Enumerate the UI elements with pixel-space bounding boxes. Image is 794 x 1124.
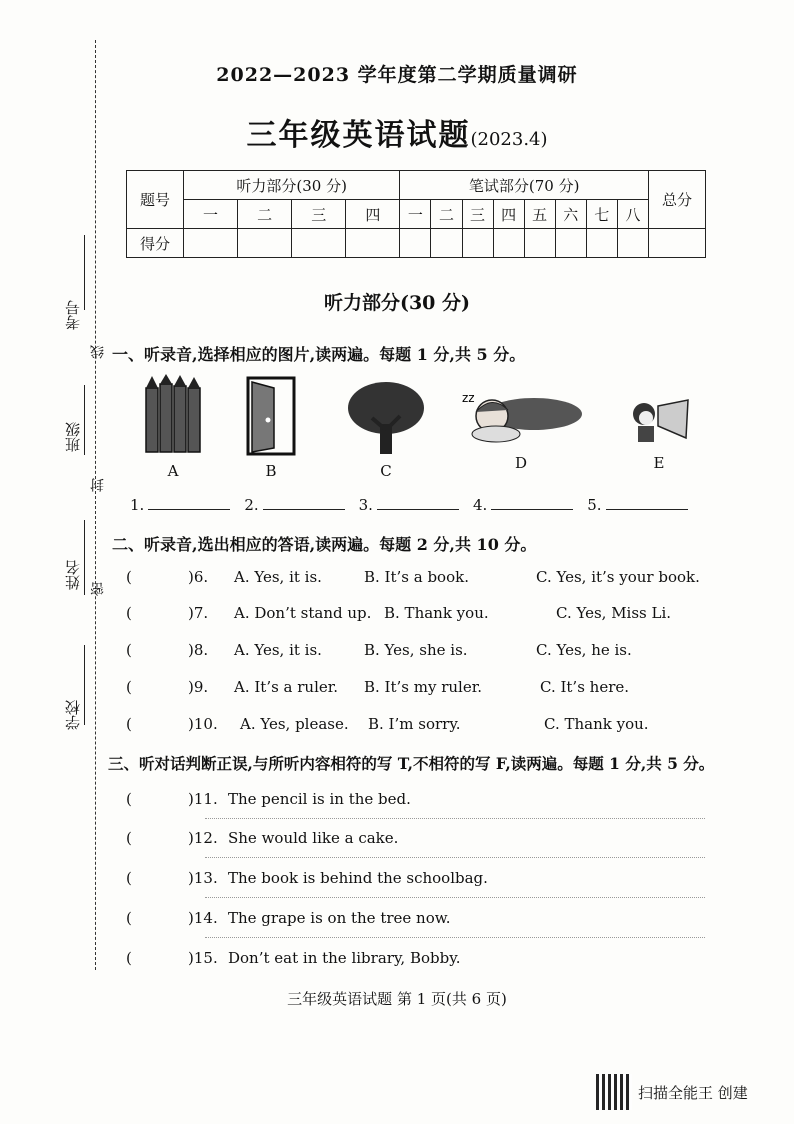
option-a: A. Don’t stand up. — [234, 604, 372, 622]
score-col: 七 — [586, 200, 617, 229]
score-col: 四 — [493, 200, 524, 229]
answer-paren[interactable]: ( — [126, 715, 132, 733]
side-label-mi: 密 — [90, 582, 106, 596]
option-c: C. Yes, Miss Li. — [556, 604, 672, 622]
q1-heading: 一、听录音,选择相应的图片,读两遍。每题 1 分,共 5 分。 — [112, 345, 526, 364]
score-cell[interactable] — [555, 229, 586, 258]
answer-paren[interactable]: ( — [126, 678, 132, 696]
q2-item — [126, 641, 706, 659]
score-cell[interactable] — [586, 229, 617, 258]
option-c: C. It’s here. — [540, 678, 630, 696]
score-col: 一 — [184, 200, 238, 229]
side-underline-banji — [84, 385, 85, 455]
side-label-xingming: 姓名 — [64, 560, 82, 590]
q2-item — [126, 604, 706, 622]
score-table — [126, 170, 706, 258]
side-label-banji: 班级 — [64, 422, 82, 452]
side-label-kaohao: 考号 — [64, 300, 82, 330]
statement-text: Don’t eat in the library, Bobby. — [228, 949, 461, 967]
blank-item — [473, 496, 573, 514]
question-number: )15. — [188, 949, 218, 967]
q3-heading: 三、听对话判断正误,与所听内容相符的写 T,不相符的写 F,读两遍。每题 1 分,共 5 分。 — [108, 754, 715, 773]
score-cell[interactable] — [238, 229, 292, 258]
blank-number: 1. — [130, 496, 145, 514]
score-table-listening: 听力部分(30 分) — [184, 171, 400, 200]
blank-item — [359, 496, 459, 514]
q2-heading: 二、听录音,选出相应的答语,读两遍。每题 2 分,共 10 分。 — [112, 535, 537, 554]
score-col: 六 — [555, 200, 586, 229]
score-cell[interactable] — [493, 229, 524, 258]
answer-blank[interactable] — [606, 509, 688, 510]
option-c: C. Thank you. — [544, 715, 649, 733]
dotted-line — [205, 818, 705, 819]
question-number: )8. — [188, 641, 209, 659]
score-col: 四 — [346, 200, 400, 229]
picture-label: D — [514, 454, 528, 472]
exam-term-title: 2022—2023 学年度第二学期质量调研 — [216, 64, 578, 86]
exam-title-text: 三年级英语试题 — [246, 118, 471, 153]
score-cell[interactable] — [400, 229, 431, 258]
answer-paren[interactable]: ( — [126, 829, 132, 847]
answer-paren[interactable]: ( — [126, 604, 132, 622]
dotted-line — [205, 857, 705, 858]
scanner-watermark — [596, 1074, 748, 1110]
answer-paren[interactable]: ( — [126, 641, 132, 659]
picture-label: B — [265, 462, 277, 480]
score-col: 三 — [292, 200, 346, 229]
answer-paren[interactable]: ( — [126, 949, 132, 967]
option-b: B. Thank you. — [384, 604, 489, 622]
q3-item — [126, 829, 706, 847]
option-c: C. Yes, he is. — [536, 641, 632, 659]
option-c: C. Yes, it’s your book. — [536, 568, 700, 586]
score-cell[interactable] — [292, 229, 346, 258]
q2-item — [126, 715, 706, 733]
score-col: 五 — [524, 200, 555, 229]
question-number: )9. — [188, 678, 209, 696]
score-table-label-score: 得分 — [127, 229, 184, 258]
question-number: )13. — [188, 869, 218, 887]
answer-paren[interactable]: ( — [126, 568, 132, 586]
option-a: A. Yes, please. — [240, 715, 349, 733]
tree-icon — [344, 374, 428, 456]
answer-blank[interactable] — [148, 509, 230, 510]
score-cell[interactable] — [184, 229, 238, 258]
option-a: A. It’s a ruler. — [234, 678, 339, 696]
blank-number: 4. — [472, 496, 488, 514]
sleeping-child-icon — [456, 384, 586, 448]
blank-number: 5. — [587, 496, 602, 514]
q3-item — [126, 869, 706, 887]
option-b: B. I’m sorry. — [368, 715, 461, 733]
score-cell[interactable] — [431, 229, 462, 258]
statement-text: The pencil is in the bed. — [228, 790, 411, 808]
statement-text: She would like a cake. — [228, 829, 399, 847]
crayons-icon — [142, 374, 204, 456]
side-underline-xingming — [84, 520, 85, 595]
question-number: )11. — [188, 790, 218, 808]
picture-label: E — [653, 454, 665, 472]
q3-item — [126, 949, 706, 967]
option-b: B. Yes, she is. — [364, 641, 468, 659]
question-number: )10. — [188, 715, 218, 733]
side-label-xuexiao: 学校 — [64, 700, 82, 730]
score-cell-total[interactable] — [649, 229, 706, 258]
scanner-label: 扫描全能王 创建 — [638, 1083, 748, 1102]
answer-blank[interactable] — [377, 509, 459, 510]
score-table-label-num: 题号 — [127, 171, 184, 229]
q3-item — [126, 790, 706, 808]
option-b: B. It’s my ruler. — [364, 678, 483, 696]
blank-item — [587, 496, 687, 514]
side-label-xian: 线 — [90, 345, 106, 359]
q2-item — [126, 568, 706, 586]
blank-number: 3. — [358, 496, 373, 514]
score-table-total: 总分 — [649, 171, 706, 229]
question-number: )14. — [188, 909, 218, 927]
statement-text: The grape is on the tree now. — [228, 909, 451, 927]
score-col: 二 — [238, 200, 292, 229]
picture-d — [456, 384, 586, 472]
listening-section-title: 听力部分(30 分) — [323, 292, 471, 314]
score-cell[interactable] — [617, 229, 648, 258]
score-cell[interactable] — [524, 229, 555, 258]
statement-text: The book is behind the schoolbag. — [228, 869, 488, 887]
q2-item — [126, 678, 706, 696]
option-b: B. It’s a book. — [364, 568, 469, 586]
svg-text:zz: zz — [462, 391, 475, 405]
q3-item — [126, 909, 706, 927]
question-number: )6. — [188, 568, 209, 586]
dotted-line — [205, 897, 705, 898]
qr-code-icon — [596, 1074, 632, 1110]
question-number: )12. — [188, 829, 218, 847]
side-label-feng: 封 — [90, 478, 106, 492]
score-cell[interactable] — [462, 229, 493, 258]
question-number: )7. — [188, 604, 209, 622]
side-underline-xuexiao — [84, 645, 85, 725]
door-icon — [244, 374, 298, 456]
score-col: 一 — [400, 200, 431, 229]
picture-b — [244, 374, 298, 480]
picture-a — [142, 374, 204, 480]
exam-date: (2023.4) — [470, 129, 548, 150]
q1-answer-blanks — [130, 496, 688, 514]
score-table-writing: 笔试部分(70 分) — [400, 171, 649, 200]
answer-paren[interactable]: ( — [126, 869, 132, 887]
page-footer: 三年级英语试题 第 1 页(共 6 页) — [287, 990, 507, 1008]
answer-paren[interactable]: ( — [126, 790, 132, 808]
option-a: A. Yes, it is. — [234, 641, 322, 659]
picture-c — [344, 374, 428, 480]
blank-number: 2. — [244, 496, 259, 514]
answer-paren[interactable]: ( — [126, 909, 132, 927]
blank-item — [244, 496, 344, 514]
option-a: A. Yes, it is. — [234, 568, 322, 586]
score-cell[interactable] — [346, 229, 400, 258]
picture-e — [628, 396, 690, 472]
answer-blank[interactable] — [263, 509, 345, 510]
answer-blank[interactable] — [491, 509, 573, 510]
score-col: 二 — [431, 200, 462, 229]
exam-title — [0, 110, 794, 154]
binding-line — [95, 40, 96, 970]
picture-label: A — [167, 462, 179, 480]
blank-item — [130, 496, 230, 514]
picture-label: C — [380, 462, 392, 480]
girl-calling-icon — [628, 396, 690, 448]
score-col: 八 — [617, 200, 648, 229]
score-col: 三 — [462, 200, 493, 229]
dotted-line — [205, 937, 705, 938]
